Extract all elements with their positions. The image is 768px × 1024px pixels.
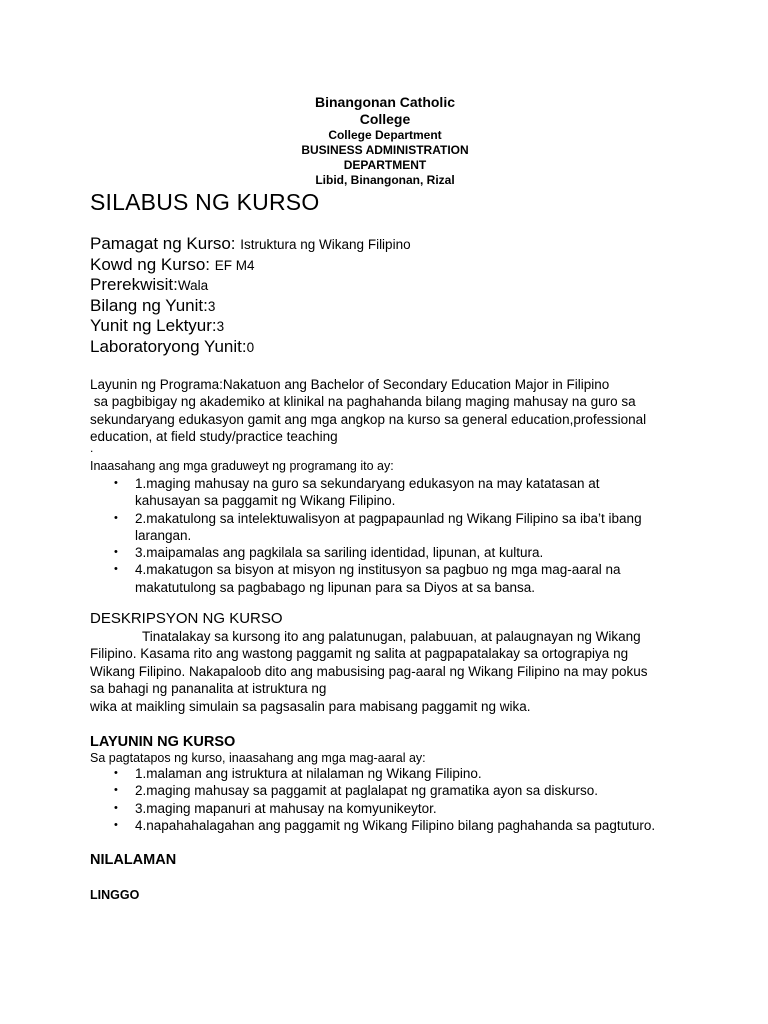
bullet-icon: • bbox=[114, 477, 118, 489]
description-paragraph bbox=[90, 628, 690, 715]
school-header bbox=[230, 94, 540, 188]
list-item bbox=[90, 800, 655, 817]
bullet-icon: • bbox=[114, 767, 118, 779]
course-objectives-heading: LAYUNIN NG KURSO bbox=[90, 734, 236, 750]
field-label: Laboratoryong Yunit: bbox=[90, 336, 247, 356]
paragraph-line: Layunin ng Programa:Nakatuon ang Bachelor of Secondary Education Major in Filipino bbox=[90, 377, 610, 392]
stray-period: . bbox=[90, 441, 94, 455]
department-line3: DEPARTMENT bbox=[343, 158, 427, 172]
graduate-expectations-intro: Inaasahang ang mga graduweyt ng programang ito ay: bbox=[90, 459, 394, 473]
list-item-line: 4.napahahalagahan ang paggamit ng Wikang Filipino bilang paghahanda sa pagtuturo. bbox=[135, 817, 656, 833]
school-address: Libid, Binangonan, Rizal bbox=[315, 173, 455, 187]
school-name-line1: Binangonan Catholic bbox=[315, 94, 455, 110]
paragraph-line: sekundaryang edukasyon gamit ang mga angkop na kurso sa general education,professional bbox=[90, 411, 647, 427]
paragraph-line: Tinatalakay sa kursong ito ang palatunugan, palabuuan, at palaugnayan ng Wikang bbox=[142, 629, 641, 644]
list-item-line: 2.makatulong sa intelektuwalisyon at pagpapaunlad ng Wikang Filipino sa iba’t ibang bbox=[135, 510, 642, 526]
bullet-icon: • bbox=[114, 563, 118, 576]
field-lecture-units bbox=[90, 316, 411, 337]
course-info-fields bbox=[90, 234, 411, 358]
field-value: EF M4 bbox=[214, 257, 255, 273]
field-label: Bilang ng Yunit: bbox=[90, 295, 208, 315]
field-value: 0 bbox=[246, 339, 255, 355]
contents-heading: NILALAMAN bbox=[90, 852, 177, 868]
field-course-title bbox=[90, 234, 411, 255]
bullet-icon: • bbox=[114, 546, 118, 559]
list-item bbox=[90, 561, 642, 596]
paragraph-line: education, at field study/practice teaching bbox=[90, 428, 338, 444]
course-objectives-list bbox=[90, 765, 655, 834]
document-title: SILABUS NG KURSO bbox=[90, 189, 320, 215]
list-item bbox=[90, 544, 642, 561]
list-item-line: 1.malaman ang istruktura at nilalaman ng Wikang Filipino. bbox=[135, 766, 482, 781]
field-label: Pamagat ng Kurso: bbox=[90, 234, 241, 253]
field-value: 3 bbox=[216, 319, 225, 335]
field-label: Kowd ng Kurso: bbox=[90, 254, 215, 274]
field-value: Istruktura ng Wikang Filipino bbox=[240, 237, 411, 252]
field-label: Yunit ng Lektyur: bbox=[90, 316, 217, 336]
paragraph-line: Wikang Filipino. Nakapaloob dito ang mabusising pag-aaral ng Wikang Filipino na may pokus bbox=[90, 663, 648, 679]
paragraph-line: Filipino. Kasama rito ang wastong paggamit ng salita at pagpapatalakay sa ortograpiya ng bbox=[90, 646, 629, 662]
list-item-line: makatutulong sa pagbabago ng lipunan para sa Diyos at sa bansa. bbox=[135, 579, 536, 595]
list-item-line: kahusayan sa paggamit ng Wikang Filipino. bbox=[135, 493, 396, 509]
list-item bbox=[90, 510, 642, 545]
department-line1: College Department bbox=[328, 128, 442, 142]
field-value: 3 bbox=[207, 298, 216, 314]
description-heading: DESKRIPSYON NG KURSO bbox=[90, 610, 283, 627]
field-value: Wala bbox=[177, 278, 209, 294]
list-item-line: 3.maging mapanuri at mahusay na komyunikeytor. bbox=[135, 800, 437, 816]
list-item bbox=[90, 765, 655, 782]
list-item-line: 2.maging mahusay sa paggamit at paglalapat ng gramatika ayon sa diskurso. bbox=[135, 783, 599, 799]
field-label: Prerekwisit: bbox=[90, 275, 178, 295]
department-line2: BUSINESS ADMINISTRATION bbox=[301, 143, 469, 157]
list-item-line: 1.maging mahusay na guro sa sekundaryang edukasyon na may katatasan at bbox=[135, 476, 600, 491]
paragraph-line: wika at maikling simulain sa pagsasalin para mabisang paggamit ng wika. bbox=[90, 698, 531, 714]
list-item-line: larangan. bbox=[135, 527, 192, 543]
list-item bbox=[90, 475, 642, 510]
paragraph-line: sa pagbibigay ng akademiko at klinikal na paghahanda bilang maging mahusay na guro sa bbox=[90, 394, 636, 410]
field-laboratory-units bbox=[90, 337, 411, 358]
bullet-icon: • bbox=[114, 784, 118, 797]
course-objectives-intro: Sa pagtatapos ng kurso, inaasahang ang mga mag-aaral ay: bbox=[90, 751, 426, 765]
list-item bbox=[90, 782, 655, 799]
list-item bbox=[90, 817, 655, 834]
list-item-line: 3.maipamalas ang pagkilala sa sariling identidad, lipunan, at kultura. bbox=[135, 545, 544, 561]
paragraph-line: sa bahagi ng pananalita at istruktura ng bbox=[90, 681, 327, 697]
bullet-icon: • bbox=[114, 511, 118, 524]
bullet-icon: • bbox=[114, 801, 118, 814]
list-item-line: 4.makatugon sa bisyon at misyon ng institusyon sa pagbuo ng mga mag-aaral na bbox=[135, 562, 621, 578]
contents-week-heading: LINGGO bbox=[90, 888, 140, 902]
bullet-icon: • bbox=[114, 818, 118, 831]
graduate-expectations-list bbox=[90, 475, 642, 596]
field-units bbox=[90, 296, 411, 317]
field-course-code bbox=[90, 255, 411, 276]
field-prerequisite bbox=[90, 275, 411, 296]
program-objective-paragraph bbox=[90, 376, 690, 445]
school-name-line2: College bbox=[359, 111, 411, 127]
